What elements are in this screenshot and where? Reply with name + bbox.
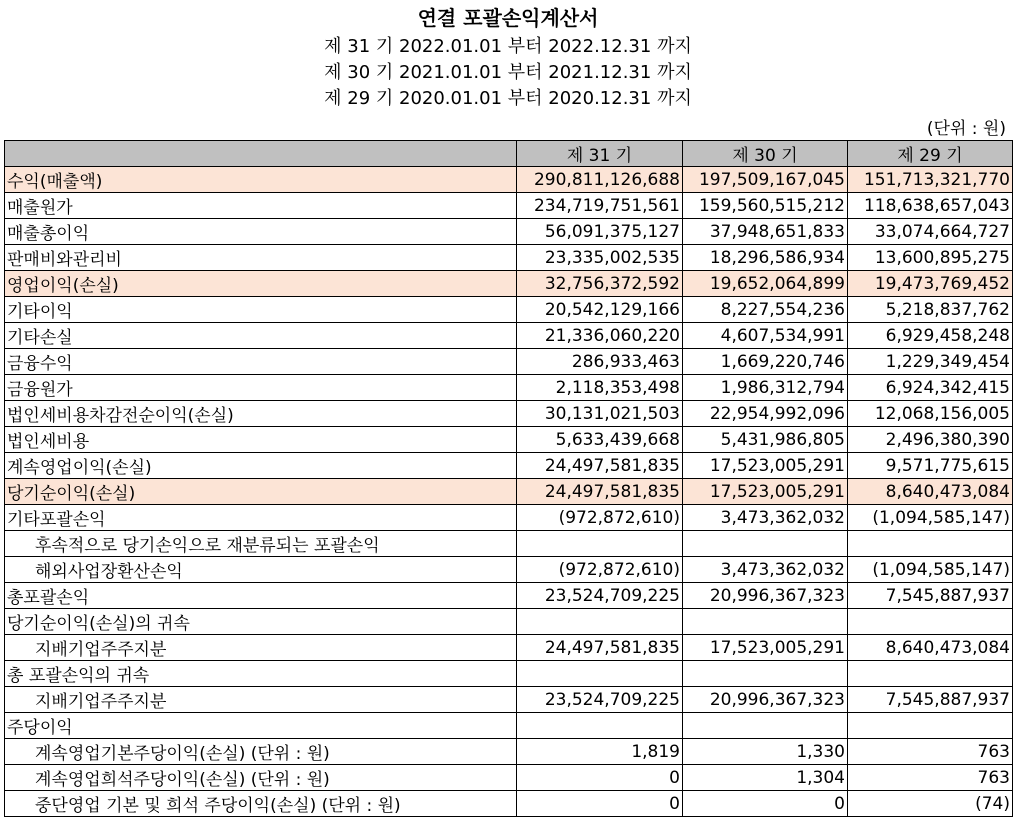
value-cell-29: 5,218,837,762 bbox=[848, 297, 1013, 323]
row-label: 계속영업이익(손실) bbox=[5, 453, 517, 479]
value-cell-30: 17,523,005,291 bbox=[683, 635, 848, 661]
table-row bbox=[5, 297, 1013, 323]
value-cell-31: 290,811,126,688 bbox=[517, 167, 683, 193]
row-label: 금융수익 bbox=[5, 349, 517, 375]
value-cell-30: 20,996,367,323 bbox=[683, 583, 848, 609]
value-cell-30: 8,227,554,236 bbox=[683, 297, 848, 323]
row-label: 해외사업장환산손익 bbox=[5, 557, 517, 583]
value-cell-31: 23,335,002,535 bbox=[517, 245, 683, 271]
table-row bbox=[5, 453, 1013, 479]
row-label: 영업이익(손실) bbox=[5, 271, 517, 297]
value-cell-30: 22,954,992,096 bbox=[683, 401, 848, 427]
row-label: 총 포괄손익의 귀속 bbox=[5, 661, 517, 687]
value-cell-29: 118,638,657,043 bbox=[848, 193, 1013, 219]
row-label: 법인세비용차감전순이익(손실) bbox=[5, 401, 517, 427]
value-cell-30: 5,431,986,805 bbox=[683, 427, 848, 453]
value-cell-30: 4,607,534,991 bbox=[683, 323, 848, 349]
value-cell-29: (1,094,585,147) bbox=[848, 557, 1013, 583]
value-cell-31: 24,497,581,835 bbox=[517, 479, 683, 505]
period-31: 제 31 기 2022.01.01 부터 2022.12.31 까지 bbox=[324, 36, 692, 57]
header-period-31: 제 31 기 bbox=[517, 141, 683, 167]
value-cell-29 bbox=[848, 713, 1013, 739]
table-row bbox=[5, 739, 1013, 765]
value-cell-31: 1,819 bbox=[517, 739, 683, 765]
value-cell-31: 24,497,581,835 bbox=[517, 635, 683, 661]
row-label: 금융원가 bbox=[5, 375, 517, 401]
value-cell-29: 7,545,887,937 bbox=[848, 687, 1013, 713]
row-label: 수익(매출액) bbox=[5, 167, 517, 193]
value-cell-31: 234,719,751,561 bbox=[517, 193, 683, 219]
value-cell-30 bbox=[683, 609, 848, 635]
table-row bbox=[5, 323, 1013, 349]
value-cell-29: 33,074,664,727 bbox=[848, 219, 1013, 245]
row-label: 기타손실 bbox=[5, 323, 517, 349]
value-cell-29 bbox=[848, 609, 1013, 635]
table-row bbox=[5, 401, 1013, 427]
value-cell-31: 286,933,463 bbox=[517, 349, 683, 375]
header-period-29: 제 29 기 bbox=[848, 141, 1013, 167]
value-cell-30: 1,304 bbox=[683, 765, 848, 791]
value-cell-31: 20,542,129,166 bbox=[517, 297, 683, 323]
table-row bbox=[5, 479, 1013, 505]
value-cell-29: 763 bbox=[848, 739, 1013, 765]
table-row bbox=[5, 375, 1013, 401]
value-cell-31: 30,131,021,503 bbox=[517, 401, 683, 427]
period-29: 제 29 기 2020.01.01 부터 2020.12.31 까지 bbox=[324, 88, 692, 109]
unit-label: (단위 : 원) bbox=[926, 119, 1006, 139]
value-cell-30: 159,560,515,212 bbox=[683, 193, 848, 219]
row-label: 지배기업주주지분 bbox=[5, 635, 517, 661]
table-row bbox=[5, 271, 1013, 297]
value-cell-30: 17,523,005,291 bbox=[683, 453, 848, 479]
value-cell-30: 1,330 bbox=[683, 739, 848, 765]
table-row bbox=[5, 609, 1013, 635]
value-cell-30 bbox=[683, 661, 848, 687]
value-cell-29: 2,496,380,390 bbox=[848, 427, 1013, 453]
table-row bbox=[5, 349, 1013, 375]
row-label: 계속영업기본주당이익(손실) (단위 : 원) bbox=[5, 739, 517, 765]
value-cell-29: 7,545,887,937 bbox=[848, 583, 1013, 609]
income-statement-table bbox=[4, 140, 1013, 817]
table-row bbox=[5, 505, 1013, 531]
table-row bbox=[5, 687, 1013, 713]
row-label: 기타포괄손익 bbox=[5, 505, 517, 531]
value-cell-31: 56,091,375,127 bbox=[517, 219, 683, 245]
statement-title: 연결 포괄손익계산서 bbox=[417, 6, 599, 30]
row-label: 기타이익 bbox=[5, 297, 517, 323]
table-row bbox=[5, 791, 1013, 817]
row-label: 당기순이익(손실)의 귀속 bbox=[5, 609, 517, 635]
value-cell-31: (972,872,610) bbox=[517, 557, 683, 583]
row-label: 법인세비용 bbox=[5, 427, 517, 453]
row-label: 계속영업희석주당이익(손실) (단위 : 원) bbox=[5, 765, 517, 791]
value-cell-31: 0 bbox=[517, 791, 683, 817]
value-cell-30: 20,996,367,323 bbox=[683, 687, 848, 713]
value-cell-30: 1,669,220,746 bbox=[683, 349, 848, 375]
value-cell-30: 197,509,167,045 bbox=[683, 167, 848, 193]
value-cell-30: 37,948,651,833 bbox=[683, 219, 848, 245]
value-cell-30: 3,473,362,032 bbox=[683, 505, 848, 531]
value-cell-31: 5,633,439,668 bbox=[517, 427, 683, 453]
value-cell-30: 1,986,312,794 bbox=[683, 375, 848, 401]
value-cell-29: 8,640,473,084 bbox=[848, 635, 1013, 661]
row-label: 지배기업주주지분 bbox=[5, 687, 517, 713]
table-row bbox=[5, 713, 1013, 739]
value-cell-29: 9,571,775,615 bbox=[848, 453, 1013, 479]
value-cell-29: 6,924,342,415 bbox=[848, 375, 1013, 401]
table-row bbox=[5, 635, 1013, 661]
table-row bbox=[5, 167, 1013, 193]
header-period-30: 제 30 기 bbox=[683, 141, 848, 167]
value-cell-31: (972,872,610) bbox=[517, 505, 683, 531]
value-cell-29: 13,600,895,275 bbox=[848, 245, 1013, 271]
value-cell-31: 23,524,709,225 bbox=[517, 687, 683, 713]
table-row bbox=[5, 557, 1013, 583]
value-cell-31: 21,336,060,220 bbox=[517, 323, 683, 349]
value-cell-30: 0 bbox=[683, 791, 848, 817]
row-label: 매출총이익 bbox=[5, 219, 517, 245]
value-cell-29 bbox=[848, 661, 1013, 687]
period-30: 제 30 기 2021.01.01 부터 2021.12.31 까지 bbox=[324, 62, 692, 83]
value-cell-31 bbox=[517, 531, 683, 557]
value-cell-29: (1,094,585,147) bbox=[848, 505, 1013, 531]
value-cell-31: 2,118,353,498 bbox=[517, 375, 683, 401]
table-row bbox=[5, 193, 1013, 219]
table-row bbox=[5, 661, 1013, 687]
row-label: 중단영업 기본 및 희석 주당이익(손실) (단위 : 원) bbox=[5, 791, 517, 817]
row-label: 후속적으로 당기손익으로 재분류되는 포괄손익 bbox=[5, 531, 517, 557]
value-cell-31: 32,756,372,592 bbox=[517, 271, 683, 297]
value-cell-29: 19,473,769,452 bbox=[848, 271, 1013, 297]
value-cell-29: 12,068,156,005 bbox=[848, 401, 1013, 427]
header-label bbox=[5, 141, 517, 167]
value-cell-29: 151,713,321,770 bbox=[848, 167, 1013, 193]
value-cell-30: 17,523,005,291 bbox=[683, 479, 848, 505]
value-cell-31: 23,524,709,225 bbox=[517, 583, 683, 609]
row-label: 당기순이익(손실) bbox=[5, 479, 517, 505]
value-cell-29: 1,229,349,454 bbox=[848, 349, 1013, 375]
header-row bbox=[5, 141, 1013, 167]
row-label: 총포괄손익 bbox=[5, 583, 517, 609]
value-cell-30 bbox=[683, 713, 848, 739]
value-cell-29: 763 bbox=[848, 765, 1013, 791]
row-label: 주당이익 bbox=[5, 713, 517, 739]
value-cell-29: (74) bbox=[848, 791, 1013, 817]
value-cell-31: 0 bbox=[517, 765, 683, 791]
value-cell-30: 18,296,586,934 bbox=[683, 245, 848, 271]
value-cell-31 bbox=[517, 713, 683, 739]
row-label: 판매비와관리비 bbox=[5, 245, 517, 271]
table-row bbox=[5, 531, 1013, 557]
value-cell-29 bbox=[848, 531, 1013, 557]
value-cell-29: 8,640,473,084 bbox=[848, 479, 1013, 505]
table-row bbox=[5, 245, 1013, 271]
value-cell-30 bbox=[683, 531, 848, 557]
table-row bbox=[5, 765, 1013, 791]
value-cell-31: 24,497,581,835 bbox=[517, 453, 683, 479]
table-row bbox=[5, 583, 1013, 609]
value-cell-29: 6,929,458,248 bbox=[848, 323, 1013, 349]
row-label: 매출원가 bbox=[5, 193, 517, 219]
value-cell-30: 19,652,064,899 bbox=[683, 271, 848, 297]
table-row bbox=[5, 219, 1013, 245]
value-cell-31 bbox=[517, 661, 683, 687]
value-cell-30: 3,473,362,032 bbox=[683, 557, 848, 583]
table-row bbox=[5, 427, 1013, 453]
value-cell-31 bbox=[517, 609, 683, 635]
